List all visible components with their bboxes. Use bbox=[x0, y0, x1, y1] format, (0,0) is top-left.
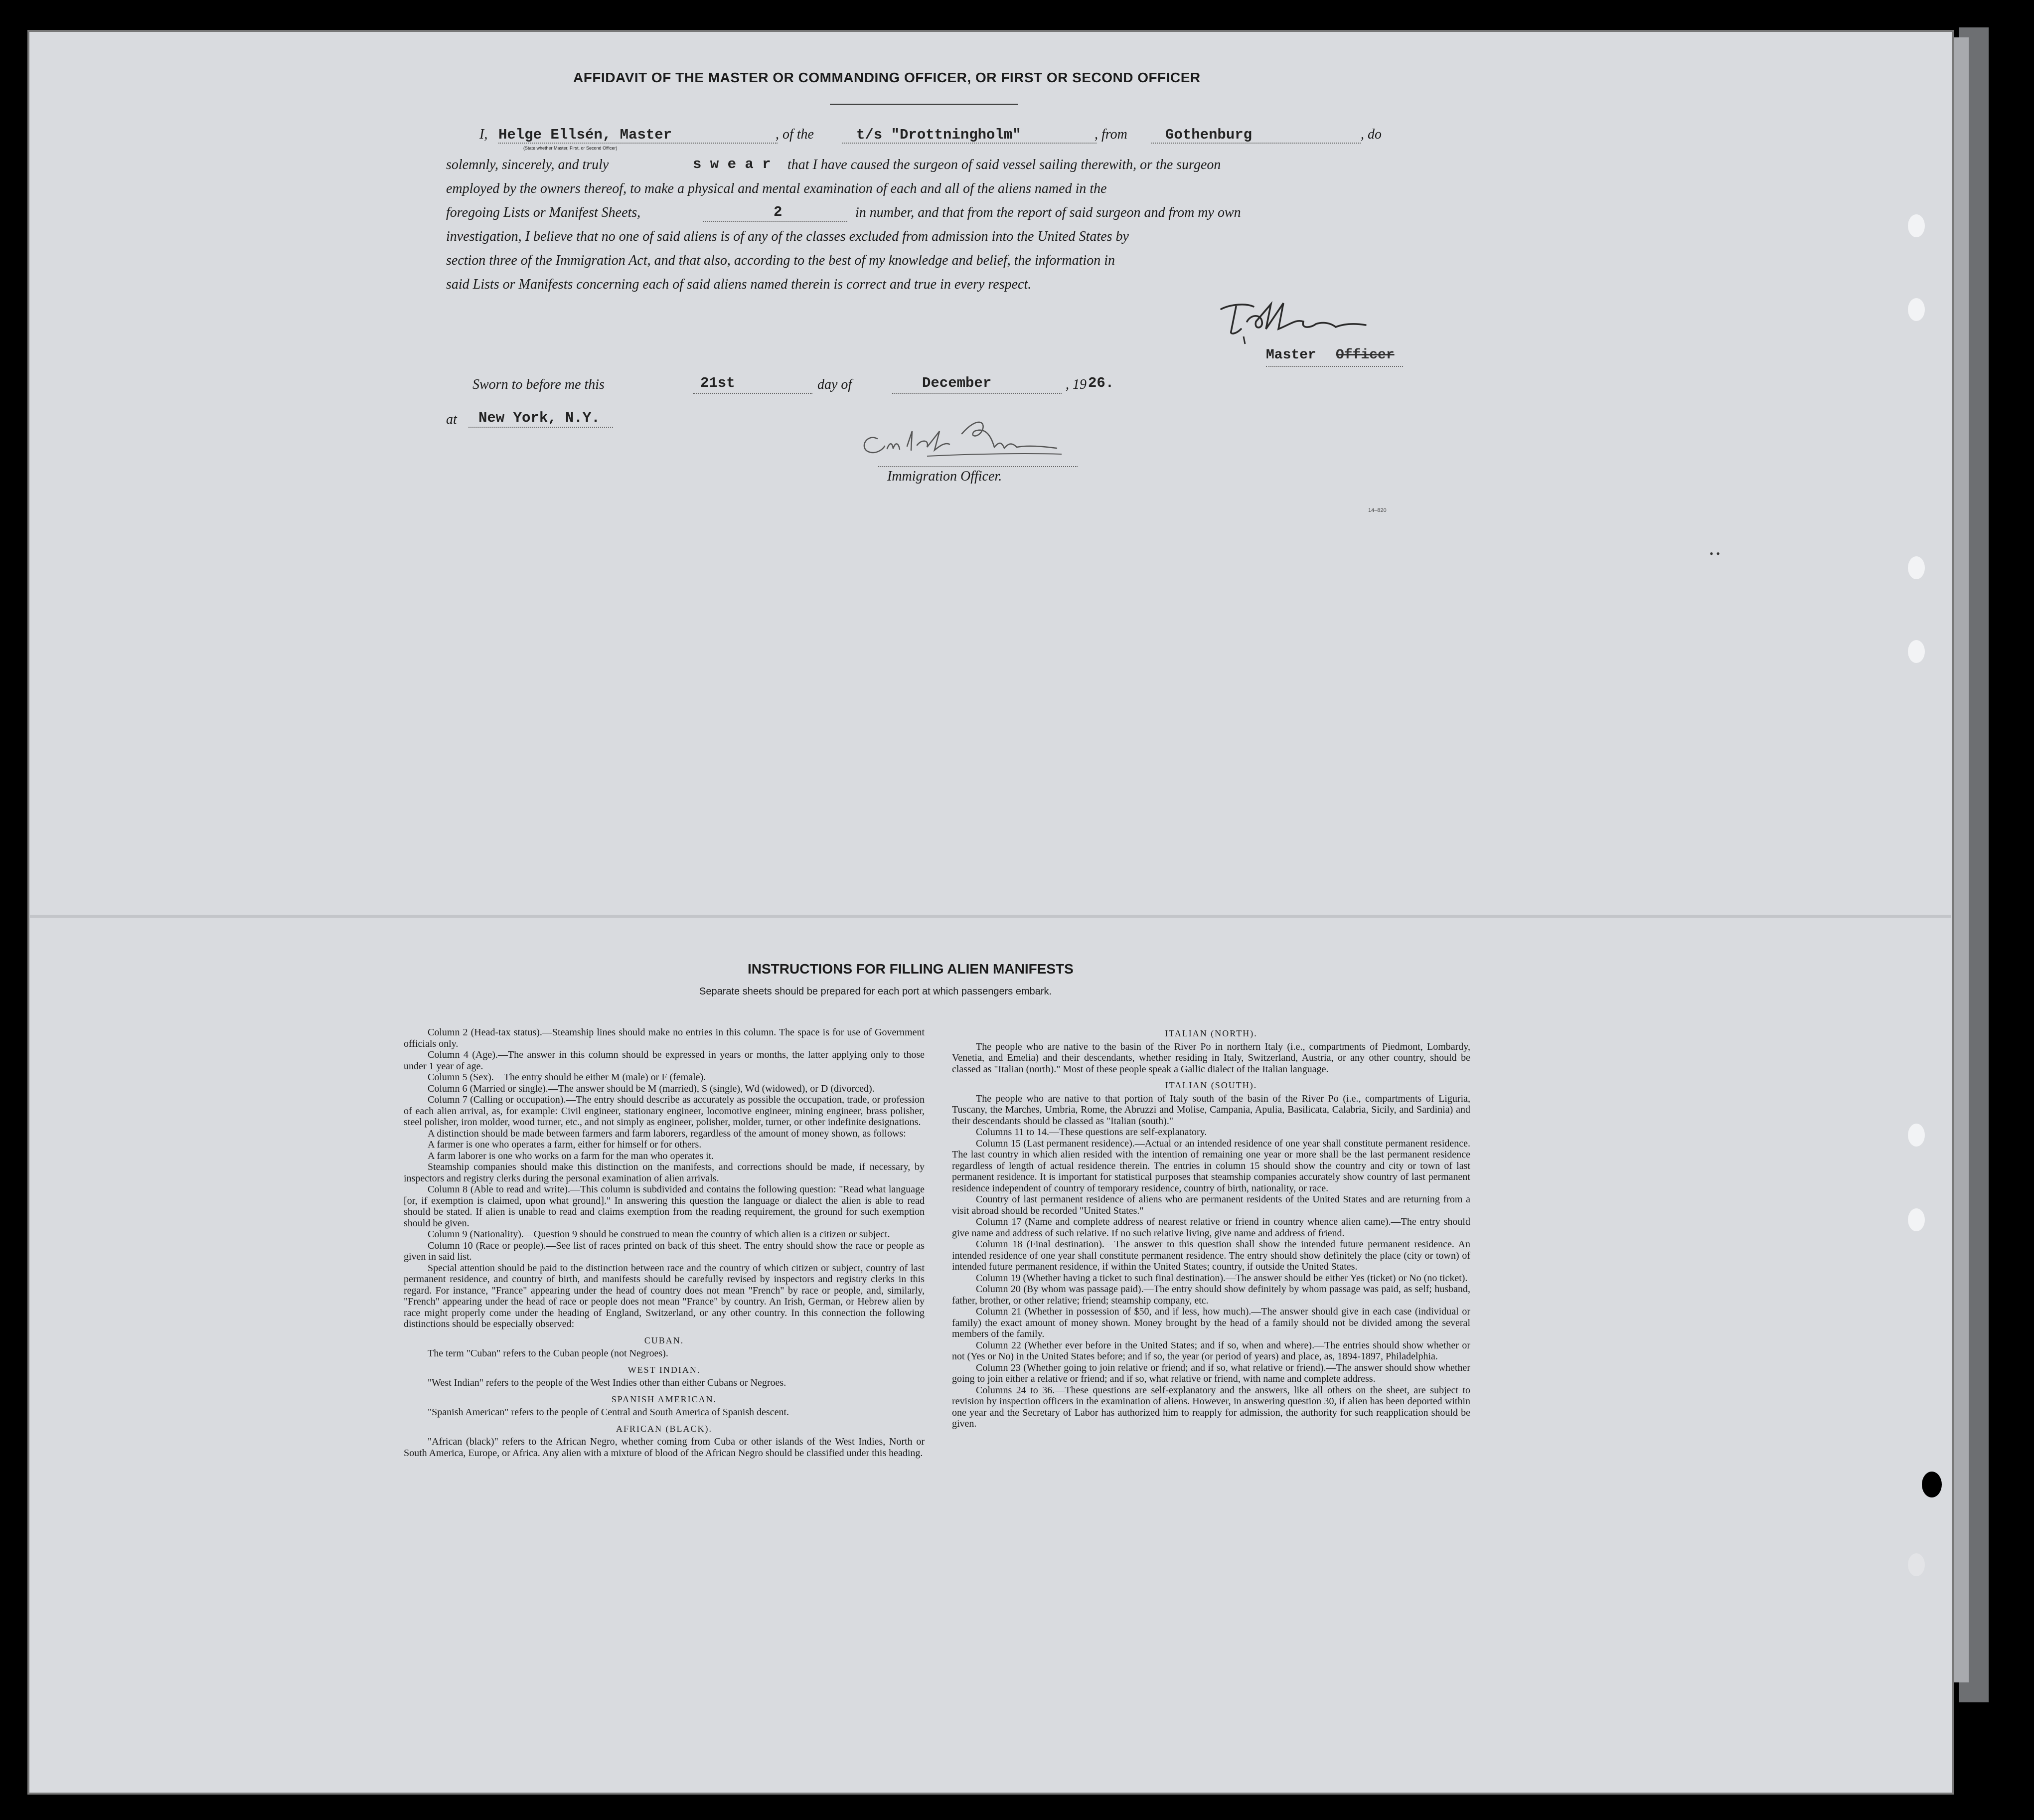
affidavit-title: AFFIDAVIT OF THE MASTER OR COMMANDING OFFICER, OR FIRST OR SECOND OFFICER bbox=[573, 70, 1201, 85]
instruction-text: —The entries should show whether or not (Yes or No) in the United States before; and if so, the year (or period of years) and place, as, 1894-1897, Philadelphia. bbox=[952, 1339, 1471, 1362]
affidavit-text: Sworn to before me this bbox=[472, 377, 605, 392]
instruction-text: Special attention should be paid to the distinction between race and the country of which citizen or subject, country of last permanent residence, and country of birth, and manifests should be carefully revised by inspectors and registry clerks in this regard. For instance, "France" appearing under the head of country does not mean "French" by race or people, and, similarly, "French" appearing under the head of race or people does not mean "France" by country. An Irish, German, or Hebrew alien by race might properly come under the heading of England, Switzerland, or any other country. In this connection the following distinctions should be especially observed: bbox=[404, 1262, 925, 1329]
affidavit-text: that I have caused the surgeon of said vessel sailing therewith, or the surgeon bbox=[787, 157, 1221, 172]
officer-rule bbox=[878, 466, 1078, 467]
instruction-text: —The answer should be M (married), S (single), Wd (widowed), or D (divorced). bbox=[548, 1083, 875, 1094]
form-number: 14–820 bbox=[1368, 507, 1387, 513]
instruction-paragraph bbox=[952, 1340, 1470, 1362]
instruction-paragraph bbox=[404, 1229, 925, 1240]
punch-hole bbox=[1908, 1124, 1925, 1147]
column-reference: Column 18 (Final destination). bbox=[976, 1239, 1104, 1250]
affidavit-text: foregoing Lists or Manifest Sheets, bbox=[446, 205, 641, 220]
affidavit-text: section three of the Immigration Act, and that also, according to the best of my knowledge and belief, the information in bbox=[446, 253, 1115, 268]
officer-signature bbox=[852, 411, 1111, 471]
instruction-paragraph bbox=[404, 1240, 925, 1263]
instruction-text: The people who are native to the basin of the River Po in northern Italy (i.e., compartments of Piedmont, Lombardy, Venetia, and Emelia) and their descendants, whether residing in Italy, Switzerland, Austria, or any other country, should be classed as "Italian (north)." Most of these people speak a Gallic dialect of the Italian language. bbox=[952, 1041, 1470, 1075]
sworn-month: December bbox=[922, 375, 992, 391]
column-reference: Column 19 (Whether having a ticket to such final destination). bbox=[976, 1272, 1226, 1284]
instruction-paragraph bbox=[952, 1273, 1470, 1284]
instruction-text: —The entry should show definitely by whom passage was paid, as self; husband, father, brother, or other relative; friend; steamship company, etc. bbox=[952, 1284, 1470, 1306]
instruction-paragraph bbox=[404, 1072, 925, 1083]
instruction-paragraph bbox=[952, 1385, 1470, 1430]
instruction-paragraph bbox=[404, 1049, 925, 1072]
section-heading: CUBAN. bbox=[644, 1335, 684, 1345]
column-reference: Column 8 (Able to read and write). bbox=[428, 1184, 570, 1195]
section-heading: ITALIAN (NORTH). bbox=[1165, 1028, 1257, 1038]
instruction-text: The people who are native to that portion of Italy south of the basin of the River Po (i.e., compartments of Liguria, Tuscany, the Marches, Umbria, Rome, the Abruzzi and Molise, Campania, Apulia, Basilicata, Calabria, Sicily, and Sardinia) and their descendants should be classed as "Italian (south)." bbox=[952, 1093, 1470, 1127]
instruction-text: Columns 24 to 36.—These questions are self-explanatory and the answers, like all others on the sheet, are subject to revision by inspection officers in the examination of aliens. However, in answering question 30, if alien has been deported within one year and the Secretary of Labor has authorized him to reapply for admission, the authority for such reapplication should be given. bbox=[952, 1384, 1470, 1429]
fill-line bbox=[703, 221, 847, 222]
instruction-paragraph bbox=[404, 1407, 925, 1418]
instruction-paragraph bbox=[952, 1239, 1470, 1273]
instruction-text: —The answer in this column should be expressed in years or months, the latter applying only to those under 1 year of age. bbox=[404, 1049, 925, 1072]
instruction-text: —The answer should show whether going to join either a relative or friend; and if so, what relative or friend, with name and complete address. bbox=[952, 1362, 1470, 1384]
instruction-text: —The entry should be either M (male) or F (female). bbox=[493, 1072, 706, 1083]
column-reference: Column 20 (By whom was passage paid). bbox=[976, 1284, 1144, 1295]
affidavit-text: solemnly, sincerely, and truly bbox=[446, 157, 609, 172]
affidavit-text: employed by the owners thereof, to make a physical and mental examination of each and all of the aliens named in the bbox=[446, 181, 1107, 196]
punch-hole bbox=[1908, 1553, 1925, 1576]
column-reference: Column 5 (Sex). bbox=[428, 1072, 494, 1083]
signature-title: Master bbox=[1266, 347, 1316, 363]
column-reference: Column 2 (Head-tax status). bbox=[428, 1027, 542, 1038]
affidavit-text: day of bbox=[817, 377, 852, 392]
column-reference: Column 17 (Name and complete address of nearest relative or friend in country whence alien came). bbox=[976, 1216, 1391, 1227]
instruction-text: "Spanish American" refers to the people of Central and South America of Spanish descent. bbox=[428, 1407, 789, 1418]
affidavit-text: said Lists or Manifests concerning each of said aliens named therein is correct and true in every respect. bbox=[446, 277, 1032, 292]
punch-hole bbox=[1908, 1208, 1925, 1231]
rank-note: (State whether Master, First, or Second Officer) bbox=[523, 146, 618, 151]
section-heading: ITALIAN (SOUTH). bbox=[1165, 1080, 1257, 1090]
instruction-text: Columns 11 to 14.—These questions are self-explanatory. bbox=[976, 1127, 1207, 1138]
instruction-paragraph bbox=[952, 1093, 1470, 1127]
section-heading: AFRICAN (BLACK). bbox=[616, 1423, 712, 1434]
column-reference: Column 23 (Whether going to join relative or friend; and if so, what relative or friend). bbox=[976, 1362, 1326, 1373]
sworn-place: New York, N.Y. bbox=[478, 410, 600, 426]
column-reference: Column 10 (Race or people). bbox=[428, 1240, 546, 1251]
sworn-year: 26. bbox=[1088, 375, 1114, 391]
officer-label: Immigration Officer. bbox=[887, 469, 1002, 484]
swear-word: s w e a r bbox=[693, 156, 771, 172]
column-reference: Column 6 (Married or single). bbox=[428, 1083, 548, 1094]
fill-line bbox=[469, 427, 613, 428]
punch-hole bbox=[1908, 556, 1925, 579]
instruction-text: "West Indian" refers to the people of the West Indies other than either Cubans or Negroes. bbox=[428, 1377, 786, 1388]
vessel-name: t/s "Drottningholm" bbox=[856, 127, 1021, 143]
sheet-fold-line bbox=[30, 915, 1951, 918]
instruction-paragraph bbox=[952, 1127, 1470, 1138]
column-reference: Column 15 (Last permanent residence). bbox=[976, 1138, 1135, 1149]
affidavit-text: I, bbox=[479, 127, 488, 142]
instruction-paragraph bbox=[404, 1083, 925, 1095]
instruction-paragraph bbox=[404, 1128, 925, 1140]
fill-line bbox=[892, 393, 1062, 394]
affidavit-text: at bbox=[446, 412, 457, 427]
sheet-count: 2 bbox=[774, 204, 782, 220]
punch-hole bbox=[1908, 640, 1925, 663]
instruction-paragraph bbox=[952, 1306, 1470, 1340]
instruction-text: Country of last permanent residence of aliens who are permanent residents of the United States and are returning from a visit abroad should be recorded "United States." bbox=[952, 1194, 1470, 1216]
instruction-paragraph bbox=[952, 1138, 1470, 1194]
section-heading: WEST INDIAN. bbox=[627, 1364, 701, 1375]
instruction-paragraph bbox=[404, 1377, 925, 1389]
column-reference: Column 7 (Calling or occupation). bbox=[428, 1094, 566, 1105]
fill-line bbox=[693, 393, 812, 394]
instruction-paragraph bbox=[404, 1348, 925, 1359]
affidavit-text: investigation, I believe that no one of said aliens is of any of the classes excluded from admission into the United States by bbox=[446, 229, 1129, 244]
instruction-paragraph bbox=[404, 1139, 925, 1151]
instruction-text: A farm laborer is one who works on a farm for the man who operates it. bbox=[428, 1150, 714, 1161]
instructions-title: INSTRUCTIONS FOR FILLING ALIEN MANIFESTS bbox=[748, 961, 1074, 977]
instruction-text: —Actual or an intended residence of one year shall constitute permanent residence. The last country in which alien resided with the intention of remaining one year or more shall be the last permanent residence regardless of length of actual residence therein. The entries in column 15 should show the country and city or town of last permanent residence. It is important for statistical purposes that steamship companies accurately show country of last permanent residence independent of country of temporary residence, country of birth, nationality, or race. bbox=[952, 1138, 1471, 1194]
column-reference: Column 4 (Age). bbox=[428, 1049, 498, 1060]
instruction-text: —This column is subdivided and contains the following question: "Read what language [or, if exemption is claimed, upon what ground]." In answering this question the language or dialect the alien is able to read should be stated. If alien is unable to read and claims exemption from the reading requirement, the ground for such exemption should be given. bbox=[404, 1184, 925, 1229]
manifest-sheet bbox=[27, 30, 1954, 1795]
punch-hole bbox=[1922, 1472, 1942, 1497]
instruction-paragraph bbox=[404, 1027, 925, 1049]
instruction-text: —The entry should describe as accurately as possible the occupation, trade, or profession of each alien arrival, as, for example: Civil engineer, stationary engineer, locomotive engineer, mining engineer, brass polisher, steel polisher, iron molder, wood turner, etc., and not simply as engineer, polisher, molder, turner, or other indefinite designations. bbox=[404, 1094, 925, 1128]
affidavit-text: , of the bbox=[776, 127, 814, 142]
column-reference: Column 21 (Whether in possession of $50, and if less, how much). bbox=[976, 1306, 1252, 1317]
punch-hole bbox=[1908, 214, 1925, 237]
instructions-right-column bbox=[952, 1023, 1470, 1430]
instruction-paragraph bbox=[404, 1184, 925, 1229]
section-heading: SPANISH AMERICAN. bbox=[611, 1394, 717, 1404]
punch-hole bbox=[1908, 298, 1925, 321]
instruction-paragraph bbox=[404, 1436, 925, 1459]
title-rule bbox=[830, 104, 1018, 105]
affidavit-text: , do bbox=[1361, 127, 1382, 142]
dust-marks: • • bbox=[1710, 547, 1720, 560]
instruction-paragraph bbox=[404, 1151, 925, 1162]
instruction-text: A farmer is one who operates a farm, either for himself or for others. bbox=[428, 1139, 702, 1150]
struck-title: Officer bbox=[1336, 347, 1395, 363]
instruction-text: —The answer should give in each case (individual or family) the exact amount of money shown. Money brought by the head of a family should not be divided among the several members of the family. bbox=[952, 1306, 1470, 1339]
instruction-text: —The answer to this question shall show the intended future permanent residence. An intended residence of one year shall constitute permanent residence. The entry should show definitely the place (city or town) of intended future permanent residence, if within the United States; country, if outside the United States. bbox=[952, 1239, 1470, 1272]
master-name: Helge Ellsén, Master bbox=[498, 127, 672, 143]
affidavit-text: , from bbox=[1095, 127, 1127, 142]
sworn-day: 21st bbox=[700, 375, 735, 391]
column-reference: Column 9 (Nationality). bbox=[428, 1229, 524, 1240]
instruction-text: Steamship companies should make this distinction on the manifests, and corrections should be made, if necessary, by inspectors and registry clerks during the personal examination of alien arrivals. bbox=[404, 1161, 925, 1184]
instruction-paragraph bbox=[952, 1216, 1470, 1239]
instructions-left-column bbox=[404, 1027, 925, 1459]
instruction-paragraph bbox=[952, 1362, 1470, 1385]
column-reference: Column 22 (Whether ever before in the United States; and if so, when and where). bbox=[976, 1339, 1315, 1351]
instruction-text: —The entry should give name and address of such relative. If no such relative living, give name and address of friend. bbox=[952, 1216, 1470, 1239]
instruction-paragraph bbox=[952, 1194, 1470, 1216]
instruction-paragraph bbox=[404, 1161, 925, 1184]
instruction-paragraph bbox=[952, 1041, 1470, 1075]
instruction-text: —Question 9 should be construed to mean the country of which alien is a citizen or subject. bbox=[523, 1229, 890, 1240]
instructions-subtitle: Separate sheets should be prepared for each port at which passengers embark. bbox=[699, 986, 1052, 997]
instruction-paragraph bbox=[952, 1284, 1470, 1306]
instruction-text: —Steamship lines should make no entries in this column. The space is for use of Government officials only. bbox=[404, 1027, 925, 1049]
signature-rule bbox=[1266, 366, 1403, 367]
instruction-paragraph bbox=[404, 1094, 925, 1128]
instruction-text: —See list of races printed on back of this sheet. The entry should show the race or people as given in said list. bbox=[404, 1240, 925, 1262]
affidavit-text: , 19 bbox=[1066, 377, 1087, 392]
instruction-paragraph bbox=[404, 1263, 925, 1330]
instruction-text: "African (black)" refers to the African Negro, whether coming from Cuba or other islands of the West Indies, North or South America, Europe, or Africa. Any alien with a mixture of blood of the African Negro should be classified under this heading. bbox=[404, 1436, 925, 1459]
instruction-text: —The answer should be either Yes (ticket) or No (no ticket). bbox=[1226, 1272, 1468, 1284]
instruction-text: The term "Cuban" refers to the Cuban people (not Negroes). bbox=[428, 1348, 668, 1359]
departure-port: Gothenburg bbox=[1165, 127, 1252, 143]
instruction-text: A distinction should be made between farmers and farm laborers, regardless of the amount of money shown, as follows: bbox=[428, 1128, 906, 1139]
master-signature bbox=[1216, 294, 1386, 349]
affidavit-text: in number, and that from the report of said surgeon and from my own bbox=[855, 205, 1241, 220]
